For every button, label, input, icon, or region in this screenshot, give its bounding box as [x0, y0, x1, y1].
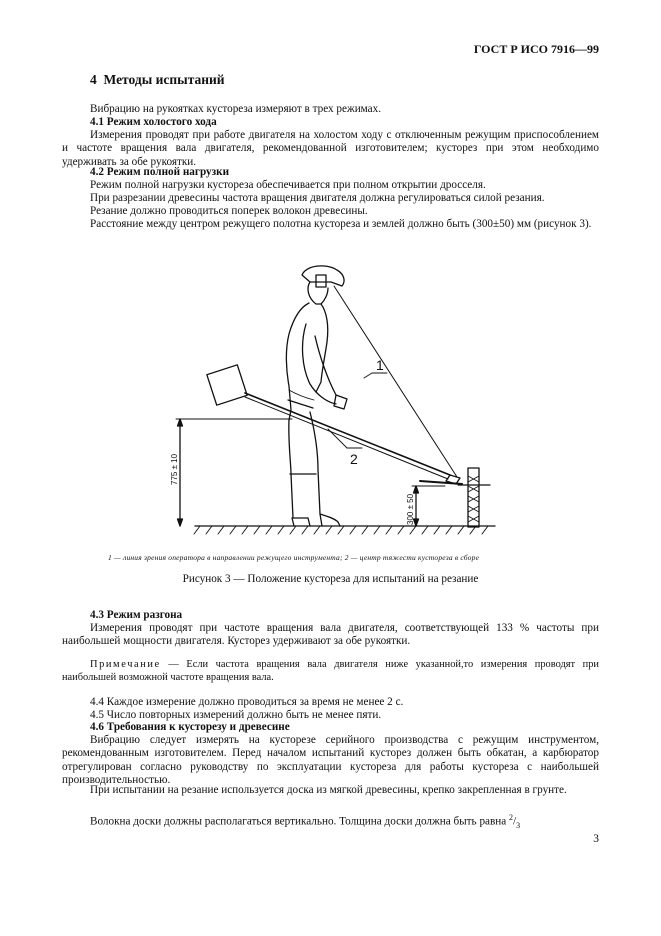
paragraph-4-6-1: Вибрацию следует измерять на кусторезе серийного производства с режущим инструментом, рекомендованным изготовителем. Перед началом испытаний кусторез должен быть обкатан, а карбюратор отрегулирован согласно руководству по эксплуатации кустореза для работы кустореза с наибольшей производительностью.	[62, 734, 599, 787]
operator-figure	[286, 266, 347, 526]
paragraph-4-6-3: Волокна доски должны располагаться вертикально. Толщина доски должна быть равна $^2/_3$	[90, 813, 521, 830]
note-text: — Если частота вращения вала двигателя ниже указанной,то измерения проводят при наибольшей возможной частоте вращения вала.	[62, 659, 599, 683]
figure-label-1: 1	[376, 357, 384, 373]
fraction-denominator: 3	[516, 820, 521, 830]
heading-4-6: 4.6 Требования к кусторезу и древесине	[90, 721, 290, 733]
figure-3-drawing	[150, 252, 530, 544]
paragraph-4-2-4: Расстояние между центром режущего полотна кустореза и землей должно быть (300±50) мм (рисунок 3).	[90, 218, 592, 230]
running-header: ГОСТ Р ИСО 7916—99	[473, 42, 599, 56]
paragraph-4-4: 4.4 Каждое измерение должно проводиться за время не менее 2 с.	[90, 696, 404, 708]
paragraph-4-2-1: Режим полной нагрузки кустореза обеспечивается при полном открытии дросселя.	[90, 179, 486, 191]
paragraph-4-5: 4.5 Число повторных измерений должно быть не менее пяти.	[90, 709, 382, 721]
operator-helmet	[302, 266, 344, 286]
paragraph-4-2-2: При разрезании древесины частота вращения двигателя должна регулироваться силой резания.	[90, 192, 545, 204]
brushcutter-engine	[207, 365, 247, 405]
section-title	[90, 72, 225, 88]
arrow-top	[178, 419, 183, 426]
paragraph-4-6-3-text: Волокна доски должны располагаться вертикально. Толщина доски должна быть равна	[90, 815, 507, 828]
heading-4-1: 4.1 Режим холостого хода	[90, 116, 217, 128]
paragraph-4-2-3: Резание должно проводиться поперек волокон древесины.	[90, 205, 368, 217]
dimension-label-center: 300 ± 50	[406, 493, 415, 525]
heading-4-2: 4.2 Режим полной нагрузки	[90, 166, 230, 178]
paragraph-4-6-2: При испытании на резание используется доска из мягкой древесины, крепко закрепленная в грунте.	[90, 784, 567, 796]
cutting-blade	[420, 481, 462, 484]
section-intro: Вибрацию на рукоятках кустореза измеряют в трех режимах.	[90, 103, 382, 115]
fraction-numerator: 2	[509, 813, 514, 822]
note	[62, 659, 599, 684]
brushcutter-shaft	[245, 393, 450, 475]
ground-hatching	[194, 526, 488, 534]
section-title-text: Методы испытаний	[103, 72, 225, 87]
ear-defender	[316, 275, 326, 287]
paragraph-4-3: Измерения проводят при частоте вращения вала двигателя, соответствующей 133 % частоты при наибольшей мощности двигателя. Кусторез удерживают за обе рукоятки.	[62, 622, 599, 648]
figure-label-2: 2	[350, 451, 358, 467]
section-number: 4	[90, 72, 97, 87]
paragraph-4-1: Измерения проводят при работе двигателя на холостом ходу с отключенным режущим приспособлением и частоте вращения вала двигателя, рекомендованной изготовителем; кусторез при этом необходимо удерживать за обе рукоятки.	[62, 129, 599, 168]
arrow-bottom	[178, 519, 183, 526]
figure-caption: Рисунок 3 — Положение кустореза для испытаний на резание	[182, 573, 479, 585]
heading-4-3: 4.3 Режим разгона	[90, 609, 183, 621]
note-label: Примечание	[90, 659, 161, 670]
figure-legend: 1 — линия зрения оператора в направлении режущего инструмента; 2 — центр тяжести кустореза в сборе	[108, 553, 480, 562]
dimension-label-height: 775 ± 10	[170, 453, 179, 485]
page-number: 3	[593, 833, 599, 845]
